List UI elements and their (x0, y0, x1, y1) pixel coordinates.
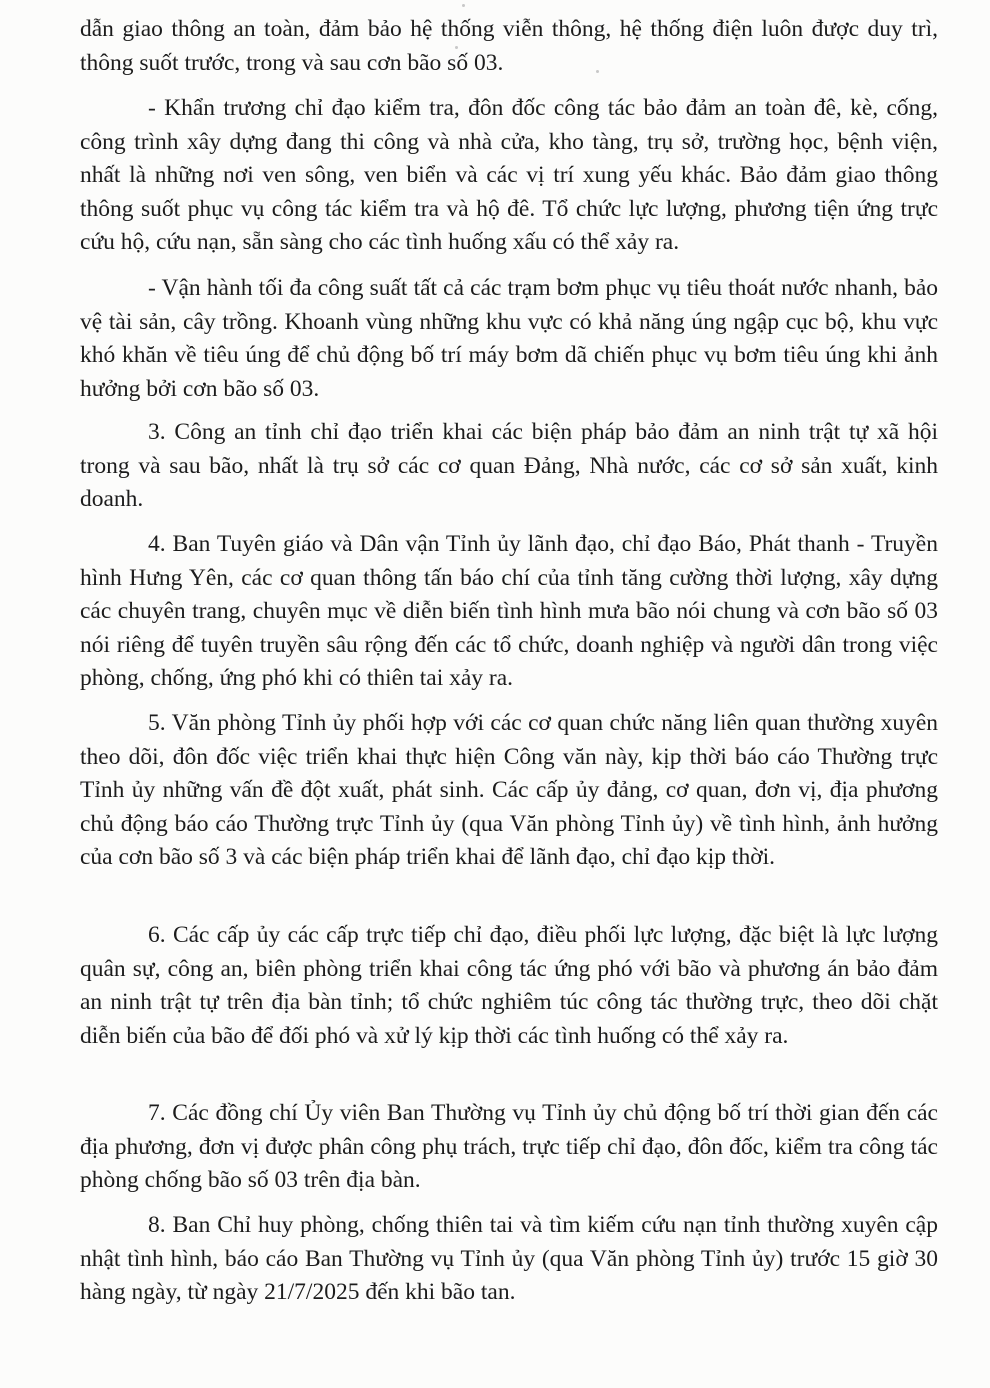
scan-speck (596, 70, 599, 73)
paragraph-item-5: 5. Văn phòng Tỉnh ủy phối hợp với các cơ quan chức năng liên quan thường xuyên theo dõi, đôn đốc việc triển khai thực hiện Công văn này, kịp thời báo cáo Thường trực Tỉnh ủy những vấn đề đột xuất, phát sinh. Các cấp ủy đảng, cơ quan, đơn vị, địa phương chủ động báo cáo Thường trực Tỉnh ủy (qua Văn phòng Tỉnh ủy) về tình hình, ảnh hưởng của cơn bão số 3 và các biện pháp triển khai để lãnh đạo, chỉ đạo kịp thời. (80, 710, 938, 871)
paragraph-item-7: 7. Các đồng chí Ủy viên Ban Thường vụ Tỉnh ủy chủ động bố trí thời gian đến các địa phương, đơn vị được phân công phụ trách, trực tiếp chỉ đạo, đôn đốc, kiểm tra công tác phòng chống bão số 03 trên địa bàn. (80, 1100, 938, 1194)
paragraph-continuation: dẫn giao thông an toàn, đảm bảo hệ thống viễn thông, hệ thống điện luôn được duy trì, thông suốt trước, trong và sau cơn bão số 03. (80, 16, 938, 76)
paragraph-dike-safety: - Khẩn trương chỉ đạo kiểm tra, đôn đốc công tác bảo đảm an toàn đê, kè, cống, công trình xây dựng đang thi công và nhà cửa, kho tàng, trụ sở, trường học, bệnh viện, nhất là những nơi ven sông, ven biển và các vị trí xung yếu khác. Bảo đảm giao thông thông suốt phục vụ công tác kiểm tra và hộ đê. Tổ chức lực lượng, phương tiện ứng trực cứu hộ, cứu nạn, sẵn sàng cho các tình huống xấu có thể xảy ra. (80, 95, 938, 256)
paragraph-item-4: 4. Ban Tuyên giáo và Dân vận Tỉnh ủy lãnh đạo, chỉ đạo Báo, Phát thanh - Truyền hình Hưng Yên, các cơ quan thông tấn báo chí của tỉnh tăng cường thời lượng, xây dựng các chuyên trang, chuyên mục về diễn biến tình hình mưa bão nói chung và cơn bão số 03 nói riêng để tuyên truyền sâu rộng đến các tổ chức, doanh nghiệp và người dân trong việc phòng, chống, ứng phó khi có thiên tai xảy ra. (80, 531, 938, 692)
paragraph-item-6: 6. Các cấp ủy các cấp trực tiếp chỉ đạo, điều phối lực lượng, đặc biệt là lực lượng quân sự, công an, biên phòng triển khai công tác ứng phó với bão và phương án bảo đảm an ninh trật tự trên địa bàn tỉnh; tổ chức nghiêm túc công tác thường trực, theo dõi chặt diễn biến của bão để đối phó và xử lý kịp thời các tình huống có thể xảy ra. (80, 922, 938, 1049)
scan-speck (455, 46, 458, 49)
paragraph-pump-stations: - Vận hành tối đa công suất tất cả các trạm bơm phục vụ tiêu thoát nước nhanh, bảo vệ tài sản, cây trồng. Khoanh vùng những khu vực có khả năng úng ngập cục bộ, khu vực khó khăn về tiêu úng để chủ động bố trí máy bơm dã chiến phục vụ bơm tiêu úng khi ảnh hưởng bởi cơn bão số 03. (80, 275, 938, 402)
paragraph-item-8: 8. Ban Chỉ huy phòng, chống thiên tai và tìm kiếm cứu nạn tỉnh thường xuyên cập nhật tình hình, báo cáo Ban Thường vụ Tỉnh ủy (qua Văn phòng Tỉnh ủy) trước 15 giờ 30 hàng ngày, từ ngày 21/7/2025 đến khi bão tan. (80, 1212, 938, 1306)
scan-speck (462, 4, 465, 7)
paragraph-item-3: 3. Công an tỉnh chỉ đạo triển khai các biện pháp bảo đảm an ninh trật tự xã hội trong và sau bão, nhất là trụ sở các cơ quan Đảng, Nhà nước, các cơ sở sản xuất, kinh doanh. (80, 419, 938, 513)
